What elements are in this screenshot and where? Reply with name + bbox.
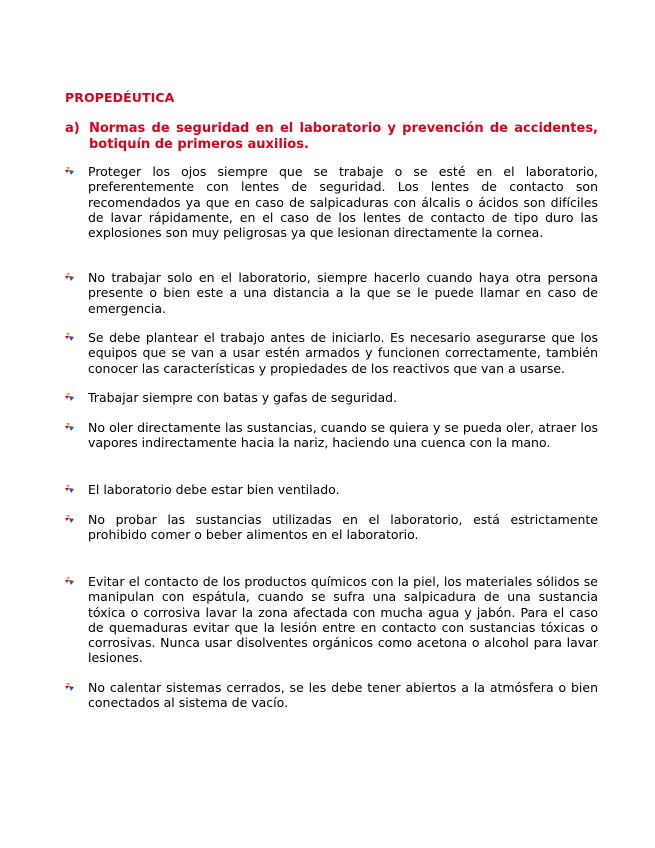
- bullet-icon: [65, 485, 75, 494]
- list-item: [65, 482, 598, 497]
- list-item: [65, 574, 598, 666]
- list-item-text: Trabajar siempre con batas y gafas de seguridad.: [88, 390, 398, 405]
- list-item: [65, 270, 598, 316]
- list-item: [65, 680, 598, 711]
- list-item-text: Evitar el contacto de los productos químicos con la piel, los materiales sólidos se manipulan con espátula, cuando se sufra una salpicadura de una sustancia tóxica o corrosiva lavar la zona afectada con mucha agua y jabón. Para el caso de quemaduras evitar que la lesión entre en contacto con sustancias tóxicas o corrosivas. Nunca usar disolventes orgánicos como acetona o alcohol para lavar lesiones.: [88, 574, 598, 666]
- section-heading-text: Normas de seguridad en el laboratorio y prevención de accidentes, botiquín de primeros auxilios.: [89, 121, 598, 152]
- list-item: [65, 164, 598, 240]
- section-heading: [65, 121, 598, 153]
- bullet-icon: [65, 577, 75, 586]
- bullet-icon: [65, 167, 75, 176]
- bullet-icon: [65, 393, 75, 402]
- list-item: [65, 390, 598, 405]
- bullet-icon: [65, 423, 75, 432]
- list-item-text: El laboratorio debe estar bien ventilado.: [88, 482, 340, 497]
- bullet-icon: [65, 515, 75, 524]
- list-item: [65, 330, 598, 376]
- list-item-text: Se debe plantear el trabajo antes de iniciarlo. Es necesario asegurarse que los equipos que se van a usar estén armados y funcionen correctamente, también conocer las características y propiedades de los reactivos que van a usarse.: [88, 330, 598, 376]
- list-item-text: No calentar sistemas cerrados, se les debe tener abiertos a la atmósfera o bien conectados al sistema de vacío.: [88, 680, 598, 711]
- bullet-icon: [65, 333, 75, 342]
- bullet-icon: [65, 273, 75, 282]
- list-item-text: No trabajar solo en el laboratorio, siempre hacerlo cuando haya otra persona presente o bien este a una distancia a la que se le puede llamar en caso de emergencia.: [88, 270, 598, 316]
- bullet-icon: [65, 683, 75, 692]
- list-item: [65, 512, 598, 543]
- list-item: [65, 420, 598, 451]
- list-item-text: Proteger los ojos siempre que se trabaje o se esté en el laboratorio, preferentemente con lentes de seguridad. Los lentes de contacto son recomendados ya que en caso de salpicaduras con álcalis o ácidos son difíciles de lavar rápidamente, en el caso de los lentes de contacto de tipo duro las explosiones son muy peligrosas ya que lesionan directamente la cornea.: [88, 164, 598, 241]
- list-item-text: No oler directamente las sustancias, cuando se quiera y se pueda oler, atraer los vapores indirectamente hacia la nariz, haciendo una cuenca con la mano.: [88, 420, 598, 451]
- document-title: PROPEDÉUTICA: [65, 90, 175, 105]
- list-item-text: No probar las sustancias utilizadas en el laboratorio, está estrictamente prohibido comer o beber alimentos en el laboratorio.: [88, 512, 598, 543]
- section-marker: a): [65, 121, 80, 136]
